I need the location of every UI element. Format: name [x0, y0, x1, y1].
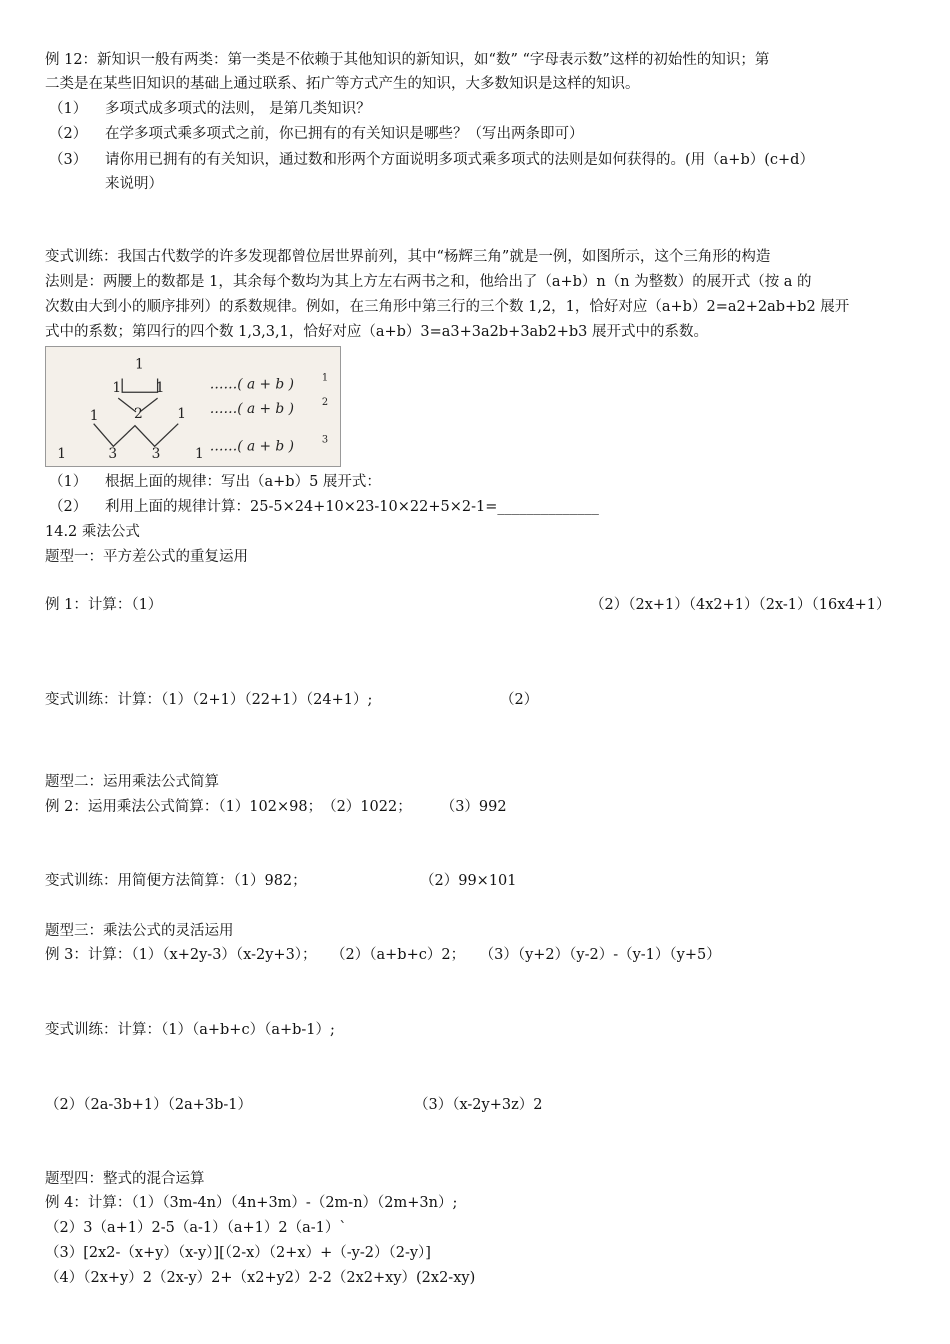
tri-r4a: 1 [57, 446, 67, 463]
ex12-paragraph-line2: 二类是在某些旧知识的基础上通过联系、拓广等方式产生的知识，大多数知识是这样的知识。 [45, 76, 640, 92]
var1-q1-number: （1） [49, 474, 88, 490]
type3-heading: 题型三：乘法公式的灵活运用 [45, 923, 234, 939]
ex4-line1: 例 4：计算：（1）（3m-4n）（4n+3m）-（2m-n）（2m+3n）; [45, 1195, 458, 1211]
var1-line1: 变式训练：我国古代数学的许多发现都曾位居世界前列，其中“杨辉三角”就是一例，如图所示，这个三角形的构造 [45, 249, 771, 265]
ex12-q3-line2: 来说明） [105, 176, 163, 192]
tri-r4c: 3 [151, 446, 161, 463]
tri-r1: 1 [134, 356, 144, 373]
ex12-q3-line1: 请你用已拥有的有关知识，通过数和形两个方面说明多项式乘多项式的法则是如何获得的。(用（a+b）(c+d） [105, 152, 814, 168]
var-type1-part2: （2） [500, 692, 539, 708]
tri-r3a: 1 [89, 407, 99, 424]
ex4-line3: （3）[2x2-（x+y）（x-y）][（2-x）（2+x）+（-y-2）（2-y）] [45, 1245, 431, 1261]
var1-q2-number: （2） [49, 499, 88, 515]
tri-expr-2-power: 2 [321, 397, 329, 409]
tri-expr-1: ……( a + b ) [209, 376, 294, 393]
var1-q2-text: 利用上面的规律计算：25-5×24+10×23-10×22+5×2-1=______________ [105, 499, 599, 515]
tri-r2b: 1 [155, 380, 165, 397]
tri-bracket-1 [122, 378, 157, 392]
var-type3-part3: （3）（x-2y+3z）2 [414, 1097, 543, 1113]
tri-expr-3-power: 3 [321, 434, 329, 446]
ex4-line2: （2）3（a+1）2-5（a-1）（a+1）2（a-1）` [45, 1220, 347, 1236]
tri-r3b: 2 [133, 405, 143, 422]
ex12-q1-text: 多项式成多项式的法则， 是第几类知识？ [105, 101, 371, 117]
yanghui-triangle-figure [45, 346, 341, 467]
ex1-part2: （2）（2x+1）（4x2+1）（2x-1）（16x4+1） [590, 597, 891, 613]
var-type3-part2: （2）（2a-3b+1）（2a+3b-1） [45, 1097, 253, 1113]
var-type1-part1: 变式训练：计算：（1）（2+1）（22+1）（24+1）; [45, 692, 373, 708]
var1-line4: 式中的系数；第四行的四个数 1,3,3,1，恰好对应（a+b）3=a3+3a2b+3ab2+b3 展开式中的系数。 [45, 324, 708, 340]
var-type2-part1: 变式训练：用简便方法简算：（1）982； [45, 873, 307, 889]
type1-heading: 题型一：平方差公式的重复运用 [45, 549, 248, 565]
var1-line3: 次数由大到小的顺序排列）的系数规律。例如，在三角形中第三行的三个数 1,2，1，恰好对应（a+b）2=a2+2ab+b2 展开 [45, 299, 850, 315]
ex12-q3-number: （3） [49, 152, 88, 168]
tri-r4d: 1 [194, 446, 204, 463]
type2-heading: 题型二：运用乘法公式简算 [45, 774, 219, 790]
tri-expr-1-power: 1 [321, 372, 329, 384]
var1-line2: 法则是：两腰上的数都是 1，其余每个数均为其上方左右两书之和，他给出了（a+b）n（n 为整数）的展开式（按 a 的 [45, 274, 812, 290]
ex12-q2-number: （2） [49, 126, 88, 142]
tri-expr-3: ……( a + b ) [209, 438, 294, 455]
tri-bracket-3 [94, 424, 179, 447]
tri-r4b: 3 [108, 446, 118, 463]
tri-r3c: 1 [177, 405, 187, 422]
tri-r2a: 1 [112, 380, 122, 397]
ex12-paragraph-line1: 例 12：新知识一般有两类：第一类是不依赖于其他知识的新知识，如“数” “字母表示数”这样的初始性的知识；第 [45, 52, 770, 68]
var-type3-part1: 变式训练：计算：（1）（a+b+c）（a+b-1）; [45, 1022, 335, 1038]
ex12-q2-text: 在学多项式乘多项式之前，你已拥有的有关知识是哪些？（写出两条即可） [105, 126, 584, 142]
type4-heading: 题型四：整式的混合运算 [45, 1171, 205, 1187]
var1-q1-text: 根据上面的规律：写出（a+b）5 展开式： [105, 474, 381, 490]
var-type2-part2: （2）99×101 [420, 873, 517, 889]
ex4-line4: （4）（2x+y）2（2x-y）2+（x2+y2）2-2（2x2+xy）(2x2-xy) [45, 1270, 476, 1286]
ex1-part1: 例 1：计算：（1） [45, 597, 163, 613]
ex12-q1-number: （1） [49, 101, 88, 117]
ex3-text: 例 3：计算：（1）（x+2y-3）（x-2y+3）； （2）（a+b+c）2； （3）（y+2）（y-2）-（y-1）（y+5） [45, 947, 721, 963]
tri-expr-2: ……( a + b ) [209, 400, 294, 417]
section-title: 14.2 乘法公式 [45, 524, 140, 540]
ex2-text: 例 2：运用乘法公式简算：（1）102×98； （2）1022； （3）992 [45, 799, 507, 815]
